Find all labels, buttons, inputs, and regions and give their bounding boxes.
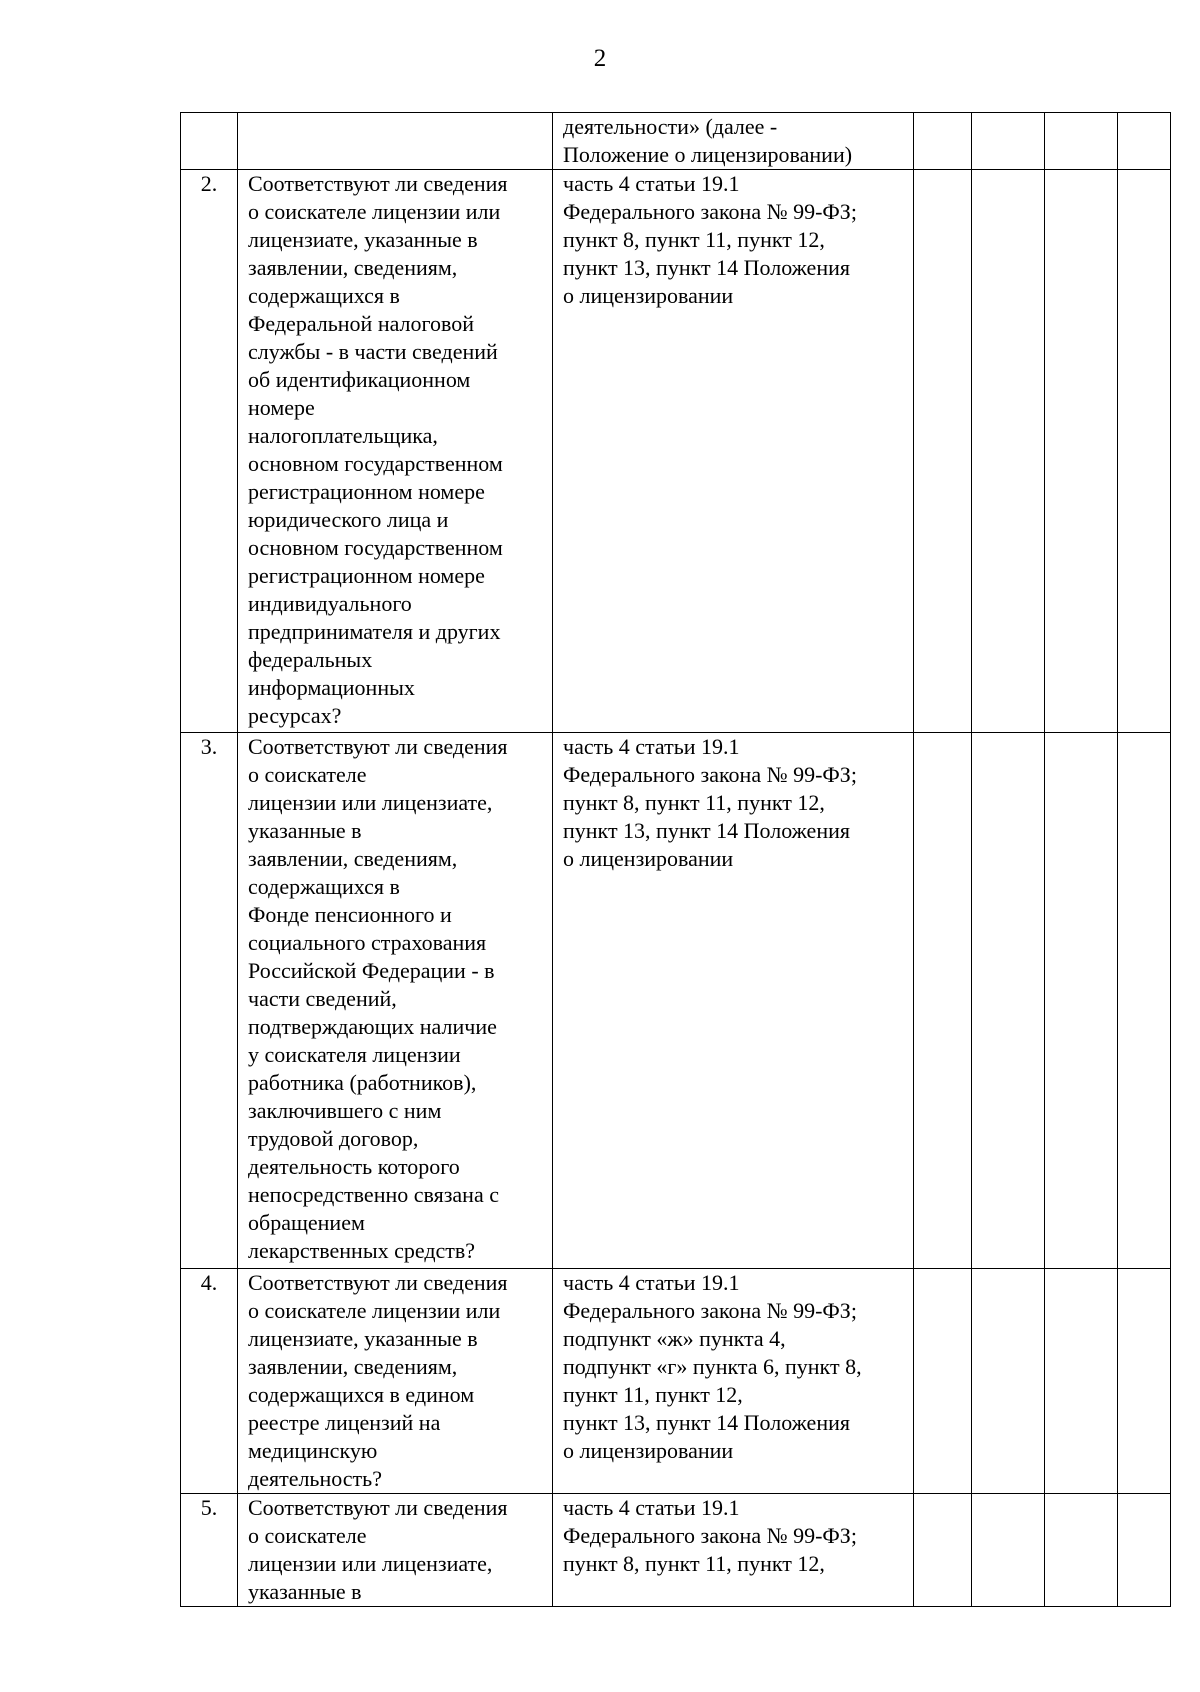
reference-cell bbox=[553, 1494, 914, 1607]
checklist-table bbox=[180, 112, 1171, 1607]
table-row bbox=[181, 113, 1171, 170]
reference-cell bbox=[553, 1269, 914, 1494]
row-number-cell bbox=[181, 1494, 238, 1607]
page-number: 2 bbox=[593, 45, 607, 72]
row-number: 4. bbox=[200, 1270, 218, 1295]
reference-text: часть 4 статьи 19.1 Федерального закона № 99-ФЗ; подпункт «ж» пункта 4, подпункт «г» пункта 6, пункт 8, пункт 11, пункт 12, пункт 13, пункт 14 Положения о лицензировании bbox=[563, 1270, 862, 1463]
answer-no-cell bbox=[972, 1494, 1045, 1607]
row-number: 3. bbox=[200, 734, 218, 759]
answer-na-cell bbox=[1045, 1494, 1118, 1607]
table-row bbox=[181, 1494, 1171, 1607]
question-text: Соответствуют ли сведения о соискателе лицензии или лицензиате, указанные в заявлении, сведениям, содержащихся в Фонде пенсионного и социального страхования Российской Федерации - в части сведений, подтверждающих наличие у соискателя лицензии работника (работников), заключившего с ним трудовой договор, деятельность которого непосредственно связана с обращением лекарственных средств? bbox=[248, 734, 508, 1263]
answer-na-cell bbox=[1045, 113, 1118, 170]
answer-na-cell bbox=[1045, 733, 1118, 1269]
answer-yes-cell bbox=[914, 733, 972, 1269]
answer-na-cell bbox=[1045, 170, 1118, 733]
question-cell bbox=[238, 1269, 553, 1494]
answer-no-cell bbox=[972, 1269, 1045, 1494]
table-row bbox=[181, 733, 1171, 1269]
answer-na-cell bbox=[1045, 1269, 1118, 1494]
reference-cell bbox=[553, 733, 914, 1269]
answer-no-cell bbox=[972, 170, 1045, 733]
reference-cell bbox=[553, 170, 914, 733]
reference-cell bbox=[553, 113, 914, 170]
table-row bbox=[181, 1269, 1171, 1494]
question-cell bbox=[238, 1494, 553, 1607]
row-number: 2. bbox=[200, 171, 218, 196]
note-cell bbox=[1118, 733, 1171, 1269]
reference-text: часть 4 статьи 19.1 Федерального закона № 99-ФЗ; пункт 8, пункт 11, пункт 12, пункт 13, пункт 14 Положения о лицензировании bbox=[563, 734, 857, 871]
answer-yes-cell bbox=[914, 113, 972, 170]
row-number: 5. bbox=[200, 1495, 218, 1520]
question-cell bbox=[238, 170, 553, 733]
note-cell bbox=[1118, 170, 1171, 733]
note-cell bbox=[1118, 1494, 1171, 1607]
answer-yes-cell bbox=[914, 1494, 972, 1607]
question-cell bbox=[238, 733, 553, 1269]
table-row bbox=[181, 170, 1171, 733]
reference-text: деятельности» (далее - Положение о лицензировании) bbox=[563, 114, 853, 167]
row-number-cell bbox=[181, 170, 238, 733]
row-number-cell bbox=[181, 1269, 238, 1494]
reference-text: часть 4 статьи 19.1 Федерального закона № 99-ФЗ; пункт 8, пункт 11, пункт 12, пункт 13, пункт 14 Положения о лицензировании bbox=[563, 171, 857, 308]
row-number-cell bbox=[181, 733, 238, 1269]
row-number-cell bbox=[181, 113, 238, 170]
question-cell bbox=[238, 113, 553, 170]
note-cell bbox=[1118, 113, 1171, 170]
question-text: Соответствуют ли сведения о соискателе лицензии или лицензиате, указанные в заявлении, сведениям, содержащихся в Федеральной налоговой службы - в части сведений об идентификационном номере налогоплательщика, основном государственном регистрационном номере юридического лица и основном государственном регистрационном номере индивидуального предпринимателя и других федеральных информационных ресурсах? bbox=[248, 171, 508, 728]
question-text: Соответствуют ли сведения о соискателе лицензии или лицензиате, указанные в заявлении, сведениям, содержащихся в едином реестре лицензий на медицинскую деятельность? bbox=[248, 1270, 508, 1491]
answer-yes-cell bbox=[914, 170, 972, 733]
reference-text: часть 4 статьи 19.1 Федерального закона № 99-ФЗ; пункт 8, пункт 11, пункт 12, bbox=[563, 1495, 857, 1576]
answer-no-cell bbox=[972, 733, 1045, 1269]
note-cell bbox=[1118, 1269, 1171, 1494]
question-text: Соответствуют ли сведения о соискателе лицензии или лицензиате, указанные в bbox=[248, 1495, 508, 1604]
answer-yes-cell bbox=[914, 1269, 972, 1494]
answer-no-cell bbox=[972, 113, 1045, 170]
